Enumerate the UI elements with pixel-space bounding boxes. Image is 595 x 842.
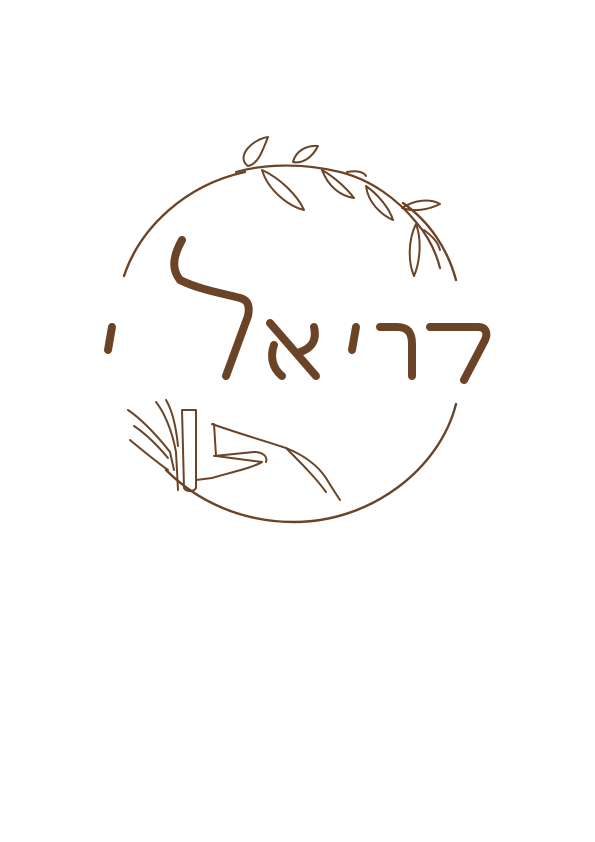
brand-lettering: [108, 240, 486, 380]
open-hand-icon: [128, 400, 340, 500]
